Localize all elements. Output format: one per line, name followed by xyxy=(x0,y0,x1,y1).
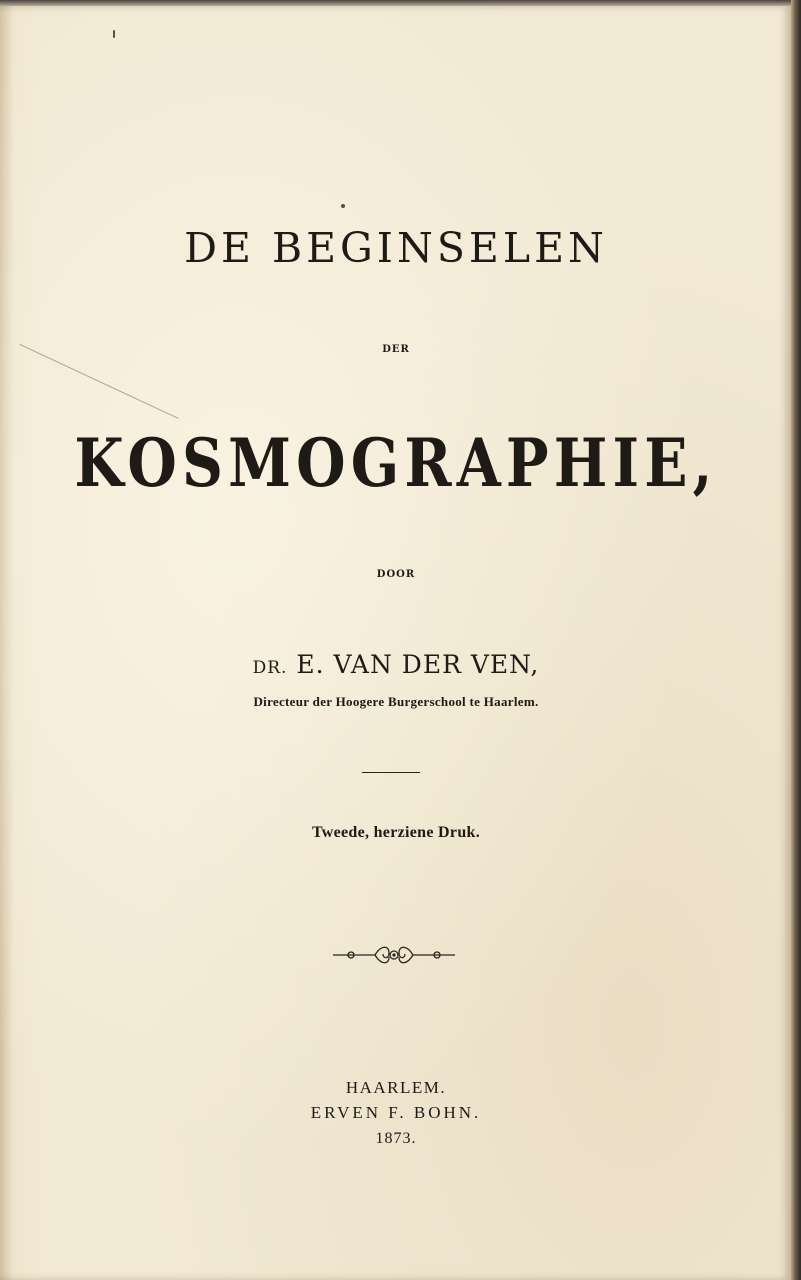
author-name: E. VAN DER VEN, xyxy=(296,650,540,679)
title-line-1: DE BEGINSELEN xyxy=(184,224,608,272)
author-line xyxy=(0,650,792,679)
main-title: KOSMOGRAPHIE, xyxy=(74,424,718,502)
imprint-publisher: ERVEN F. BOHN. xyxy=(310,1103,482,1122)
page-speck xyxy=(113,30,115,38)
edition-note: Tweede, herziene Druk. xyxy=(311,824,481,841)
page-speck xyxy=(341,204,345,208)
book-spine-edge xyxy=(791,0,801,1280)
imprint-year: 1873. xyxy=(375,1130,417,1147)
title-page xyxy=(0,6,792,1280)
connector-der: DER xyxy=(382,344,410,355)
connector-door: DOOR xyxy=(376,569,416,580)
ornament-icon xyxy=(331,943,457,967)
page-scratch xyxy=(20,344,179,419)
imprint-city: HAARLEM. xyxy=(345,1078,447,1097)
author-prefix: DR. xyxy=(252,658,288,678)
author-affiliation: Directeur der Hoogere Burgerschool te Haarlem. xyxy=(253,694,539,709)
divider-rule xyxy=(362,772,420,773)
